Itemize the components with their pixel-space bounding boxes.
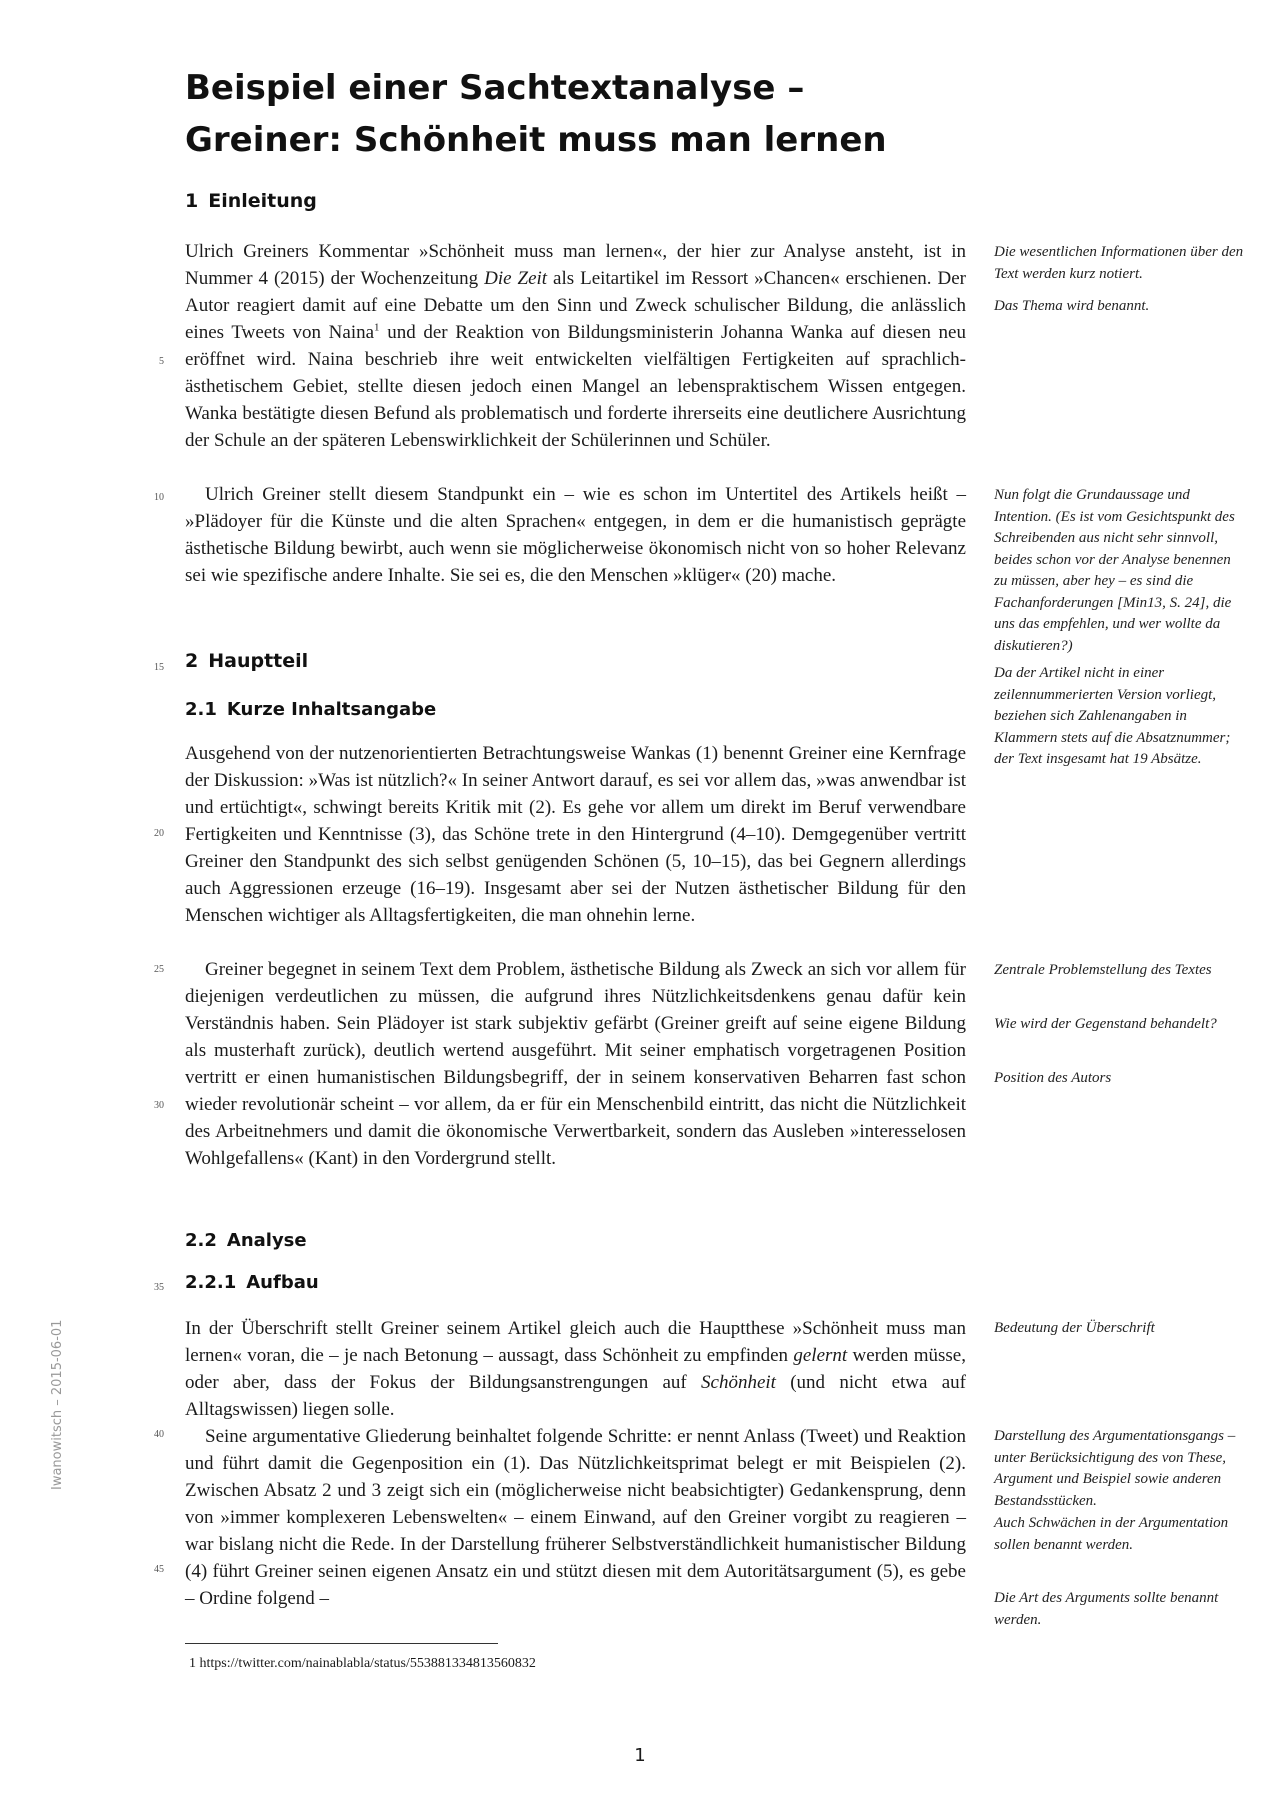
line-number: 10 — [154, 492, 164, 503]
paragraph-summary-1: Ausgehend von der nutzenorientierten Betrachtungsweise Wankas (1) benennt Greiner eine Kernfrage der Diskussion: »Was ist nützlich?« In seiner Antwort darauf, es sei vor allem das, »was anwendbar ist und ertüchtigt«, schwingt bereits Kritik mit (2). Es gehe vor allem um direkt im Beruf verwendbare Fertigkeiten und Kenntnisse (3), das Schöne trete in den Hintergrund (4–10). Demgegenüber vertritt Greiner den Standpunkt des sich selbst genügenden Schönen (5, 10–15), das bei Gegnern allerdings auch Aggressionen erzeuge (16–19). Insgesamt aber sei der Nutzen ästhetischer Bildung für den Menschen wichtiger als Alltagsfertigkeiten, die man ohnehin lerne. — [185, 743, 966, 926]
section-title: Analyse — [226, 1230, 307, 1251]
line-number: 40 — [154, 1429, 164, 1440]
title-line-2: Greiner: Schönheit muss man lernen — [185, 120, 887, 160]
margin-note: Position des Autors — [994, 1070, 1112, 1086]
margin-note: Zentrale Problemstellung des Textes — [994, 962, 1212, 978]
margin-note: Nun folgt die Grundaussage und Intention. (Es ist vom Gesichtspunkt des Schreibenden aus nicht sehr sinnvoll, beides schon vor der Analyse benennen zu müssen, aber hey – es sind die Fachanforderungen [Min13, S. 24], die uns das empfehlen, und wer wollte da diskutieren?) — [994, 487, 1235, 654]
section-title: Aufbau — [246, 1272, 319, 1293]
margin-note: Bedeutung der Überschrift — [994, 1320, 1155, 1336]
section-title: Kurze Inhaltsangabe — [226, 699, 437, 720]
page-number: 1 — [634, 1745, 646, 1766]
section-number: 2.1 — [185, 699, 217, 720]
line-number: 15 — [154, 662, 164, 673]
margin-note: Die Art des Arguments sollte benannt werden. — [994, 1590, 1219, 1628]
paragraph-aufbau-1 — [185, 1315, 966, 1423]
section-number: 2 — [185, 650, 199, 672]
paragraph-intro-1 — [185, 238, 966, 454]
line-number: 20 — [154, 828, 164, 839]
subsection-heading-analyse — [185, 1230, 307, 1251]
line-number: 30 — [154, 1100, 164, 1111]
section-title: Hauptteil — [208, 650, 309, 672]
paragraph-intro-2: Ulrich Greiner stellt diesem Standpunkt ein – wie es schon im Untertitel des Artikels heißt – »Plädoyer für die Künste und die alten Sprachen« entgegen, in dem er die humanistisch geprägte ästhetische Bildung bewirbt, auch wenn sie möglicherweise ökonomisch nicht von so hoher Relevanz sei wie spezifische andere Inhalte. Sie sei es, die den Menschen »klüger« (20) mache. — [185, 484, 966, 586]
text-run: In der Überschrift stellt Greiner seinem Artikel gleich auch die Hauptthese »Schönheit muss man lernen« voran, die – je nach Betonung – aussagt, dass Schönheit zu empfinden — [185, 1318, 966, 1366]
margin-note: Da der Artikel nicht in einer zeilennummerierten Version vorliegt, beziehen sich Zahlenangaben in Klammern stets auf die Absatznummer; der Text insgesamt hat 19 Absätze. — [994, 665, 1231, 767]
paragraph-summary-2: Greiner begegnet in seinem Text dem Problem, ästhetische Bildung als Zweck an sich vor allem für diejenigen verdeutlichen zu müssen, die aufgrund ihres Nützlichkeitsdenkens genau dafür kein Verständnis haben. Sein Plädoyer ist stark subjektiv gefärbt (Greiner greift auf seine eigene Bildung als musterhaft zurück), deutlich wertend ausgeführt. Mit seiner emphatisch vorgetragenen Position vertritt er einen humanistischen Bildungsbegriff, der in seinem konservativen Beharren fast schon wieder revolutionär scheint – vor allem, da er für ein Menschenbild eintritt, das nicht die Nützlichkeit des Arbeitnehmers und damit die ökonomische Verwertbarkeit, sondern das Ausleben »interesselosen Wohlgefallens« (Kant) in den Vordergrund stellt. — [185, 959, 966, 1169]
line-number: 25 — [154, 964, 164, 975]
text-run-italic: gelernt — [793, 1345, 848, 1366]
footnote-divider — [185, 1643, 498, 1644]
document-title — [185, 62, 1005, 166]
section-heading-einleitung — [185, 190, 317, 212]
footnote — [189, 1656, 536, 1672]
text-run: und der Reaktion von Bildungsministerin Johanna Wanka auf diesen neu eröffnet wird. Naina beschrieb ihre weit entwickelten vielfältigen Fertigkeiten auf sprachlich-ästhetischem Gebiet, stellte diesen jedoch einen Mangel an lebenspraktischem Wissen entgegen. Wanka bestätigte diesen Befund als problematisch und forderte ihrerseits eine deutlichere Ausrichtung der Schule an der späteren Lebenswirklichkeit der Schülerinnen und Schüler. — [185, 322, 966, 451]
section-heading-hauptteil — [185, 650, 308, 672]
footnote-link[interactable]: https://twitter.com/nainablabla/status/553881334813560832 — [199, 1656, 536, 1671]
footnote-ref[interactable]: 1 — [374, 321, 380, 334]
paragraph-aufbau-2: Seine argumentative Gliederung beinhaltet folgende Schritte: er nennt Anlass (Tweet) und Reaktion und führt damit die Gegenposition ein (1). Das Nützlichkeitsprimat belegt er mit Beispielen (2). Zwischen Absatz 2 und 3 zeigt sich ein (möglicherweise nicht beabsichtigter) Gedankensprung, denn von »immer komplexeren Lebenswelten« – einem Einwand, auf den Greiner vorgibt zu reagieren – war bislang nicht die Rede. In der Darstellung früherer Selbstverständlichkeit humanistischer Bildung (4) führt Greiner seinen eigenen Ansatz ein und stützt diesen mit dem Autoritätsargument (5), es gebe – Ordine folgend – — [185, 1426, 966, 1609]
section-number: 2.2.1 — [185, 1272, 237, 1293]
line-number: 45 — [154, 1564, 164, 1575]
text-run: Ulrich Greiners Kommentar »Schönheit muss man lernen«, der hier zur Analyse ansteht, ist in Nummer 4 (2015) der Wochenzeitung — [185, 241, 966, 289]
text-run: werden müsse, oder aber, dass der Fokus der Bildungsanstrengungen auf — [185, 1345, 966, 1393]
section-title: Einleitung — [208, 190, 317, 212]
line-number: 35 — [154, 1282, 164, 1293]
text-run-italic: Schönheit — [701, 1372, 776, 1393]
text-run-italic: Die Zeit — [484, 268, 548, 289]
margin-note: Darstellung des Argumentationsgangs – unter Berücksichtigung des von These, Argument und Beispiel sowie anderen Bestandsstücken. — [994, 1428, 1236, 1509]
section-number: 2.2 — [185, 1230, 217, 1251]
margin-note: Wie wird der Gegenstand behandelt? — [994, 1016, 1217, 1032]
footnote-number: 1 — [189, 1656, 196, 1671]
text-run: (und nicht etwa auf Alltagswissen) liegen solle. — [185, 1372, 966, 1420]
section-number: 1 — [185, 190, 199, 212]
subsection-heading-inhaltsangabe — [185, 699, 436, 720]
line-number: 5 — [159, 356, 164, 367]
margin-note: Das Thema wird benannt. — [994, 298, 1150, 314]
text-run: als Leitartikel im Ressort »Chancen« erschienen. Der Autor reagiert damit auf eine Debatte um den Sinn und Zweck schulischer Bildung, die anlässlich eines Tweets von Naina — [185, 268, 966, 343]
margin-note: Auch Schwächen in der Argumentation sollen benannt werden. — [994, 1515, 1229, 1553]
margin-note: Die wesentlichen Informationen über den Text werden kurz notiert. — [994, 244, 1244, 282]
author-date-vertical: Iwanowitsch – 2015-06-01 — [50, 1319, 65, 1490]
title-line-1: Beispiel einer Sachtextanalyse – — [185, 68, 805, 108]
subsubsection-heading-aufbau — [185, 1272, 319, 1293]
